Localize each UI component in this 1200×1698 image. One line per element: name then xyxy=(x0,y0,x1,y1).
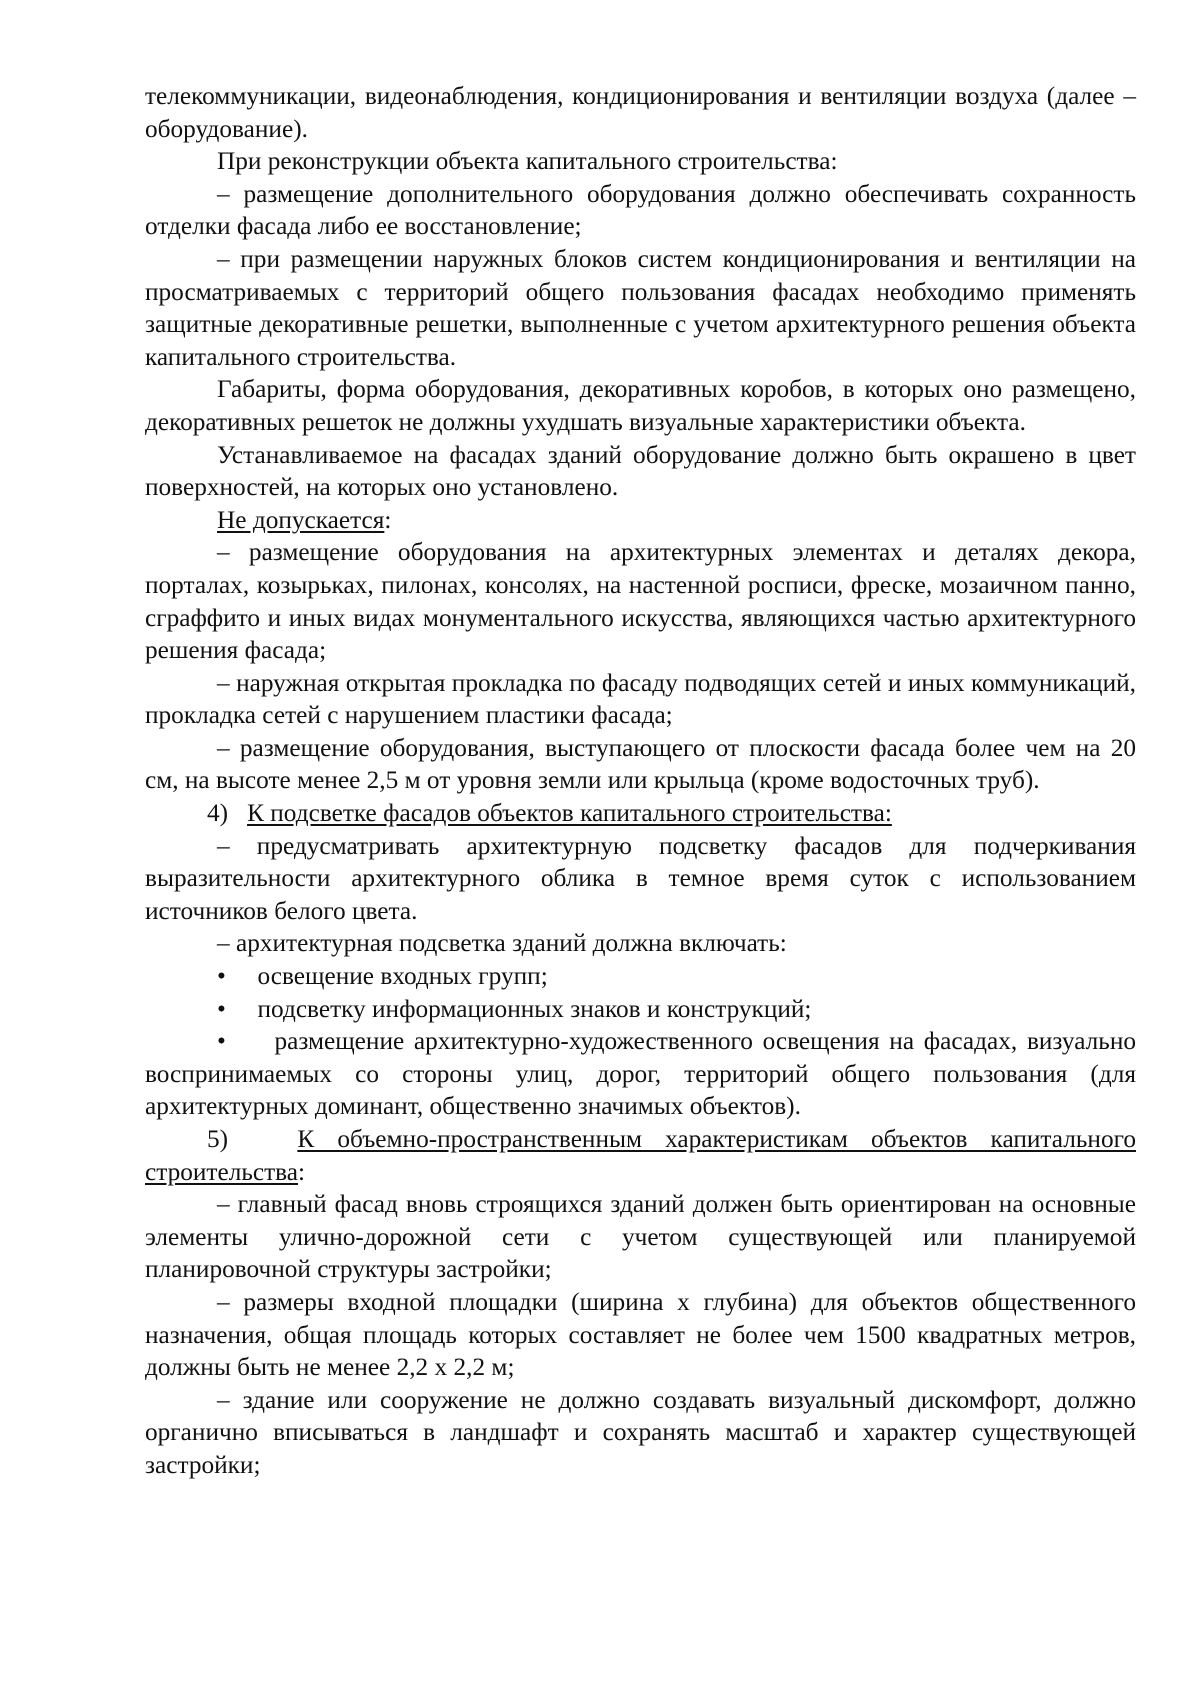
bullet-text: освещение входных групп; xyxy=(257,962,548,991)
section-5-title: К объемно-пространственным характеристикам объектов капитального строительства xyxy=(145,1125,1136,1186)
continuation-paragraph: телекоммуникации, видеонаблюдения, кондиционирования и вентиляции воздуха (далее – оборудование). xyxy=(145,82,1136,143)
section-4-item: – архитектурная подсветка зданий должна включать: xyxy=(217,929,787,958)
prohibited-item: – размещение оборудования, выступающего от плоскости фасада более чем на 20 см, на высоте менее 2,5 м от уровня земли или крыльца (кроме водосточных труб). xyxy=(145,733,1136,795)
prohibited-heading-colon: : xyxy=(384,505,392,534)
section-4-bullet xyxy=(145,1025,1136,1123)
reconstruction-intro: При реконструкции объекта капитального строительства: xyxy=(217,147,838,176)
bullet-text: подсветку информационных знаков и конструкций; xyxy=(257,994,812,1023)
prohibited-heading-text: Не допускается xyxy=(217,505,385,534)
document-page xyxy=(145,80,1136,1482)
bullet-icon: • xyxy=(217,994,226,1023)
section-5-heading xyxy=(145,1123,1136,1188)
section-4-bullet xyxy=(145,960,1136,993)
section-5-item: – размеры входной площадки (ширина х глубина) для объектов общественного назначения, общая площадь которых составляет не более чем 1500 квадратных метров, должны быть не менее 2,2 х 2,2 м; xyxy=(145,1287,1136,1382)
section-4-title: К подсветке фасадов объектов капитального строительства: xyxy=(247,799,892,828)
prohibited-item: – наружная открытая прокладка по фасаду подводящих сетей и иных коммуникаций, прокладка сетей с нарушением пластики фасада; xyxy=(145,668,1136,730)
section-5-number: 5) xyxy=(207,1125,229,1153)
bullet-icon: • xyxy=(217,962,226,991)
section-4-number: 4) xyxy=(207,799,229,828)
bullet-text: размещение архитектурно-художественного освещения на фасадах, визуально воспринимаемых со стороны улиц, дорог, территорий общего пользования (для архитектурных доминант, общественно значимых объектов). xyxy=(145,1027,1137,1121)
reconstruction-item: – размещение дополнительного оборудования должно обеспечивать сохранность отделки фасада либо ее восстановление; xyxy=(145,179,1136,241)
dimensions-paragraph: Габариты, форма оборудования, декоративных коробов, в которых оно размещено, декоративных решеток не должны ухудшать визуальные характеристики объекта. xyxy=(145,375,1136,436)
section-5-item: – главный фасад вновь строящихся зданий должен быть ориентирован на основные элементы улично-дорожной сети с учетом существующей или планируемой планировочной структуры застройки; xyxy=(145,1190,1136,1284)
section-4-bullet xyxy=(145,993,1136,1026)
color-paragraph: Устанавливаемое на фасадах зданий оборудование должно быть окрашено в цвет поверхностей, на которых оно установлено. xyxy=(145,440,1136,502)
prohibited-heading xyxy=(145,504,1136,537)
section-5-item: – здание или сооружение не должно создавать визуальный дискомфорт, должно органично вписываться в ландшафт и сохранять масштаб и характер существующей застройки; xyxy=(145,1385,1136,1479)
section-5-title-colon: : xyxy=(298,1157,306,1186)
section-4-heading xyxy=(145,797,1136,830)
reconstruction-item: – при размещении наружных блоков систем кондиционирования и вентиляции на просматриваемых с территорий общего пользования фасадах необходимо применять защитные декоративные решетки, выполненные с учетом архитектурного решения объекта капитального строительства. xyxy=(145,244,1136,371)
bullet-icon: • xyxy=(217,1027,226,1056)
prohibited-item: – размещение оборудования на архитектурных элементах и деталях декора, порталах, козырьках, пилонах, консолях, на настенной росписи, фреске, мозаичном панно, сграффито и иных видах монументального искусства, являющихся частью архитектурного решения фасада; xyxy=(145,538,1136,665)
section-4-item: – предусматривать архитектурную подсветку фасадов для подчеркивания выразительности архитектурного облика в темное время суток с использованием источников белого цвета. xyxy=(145,831,1136,925)
